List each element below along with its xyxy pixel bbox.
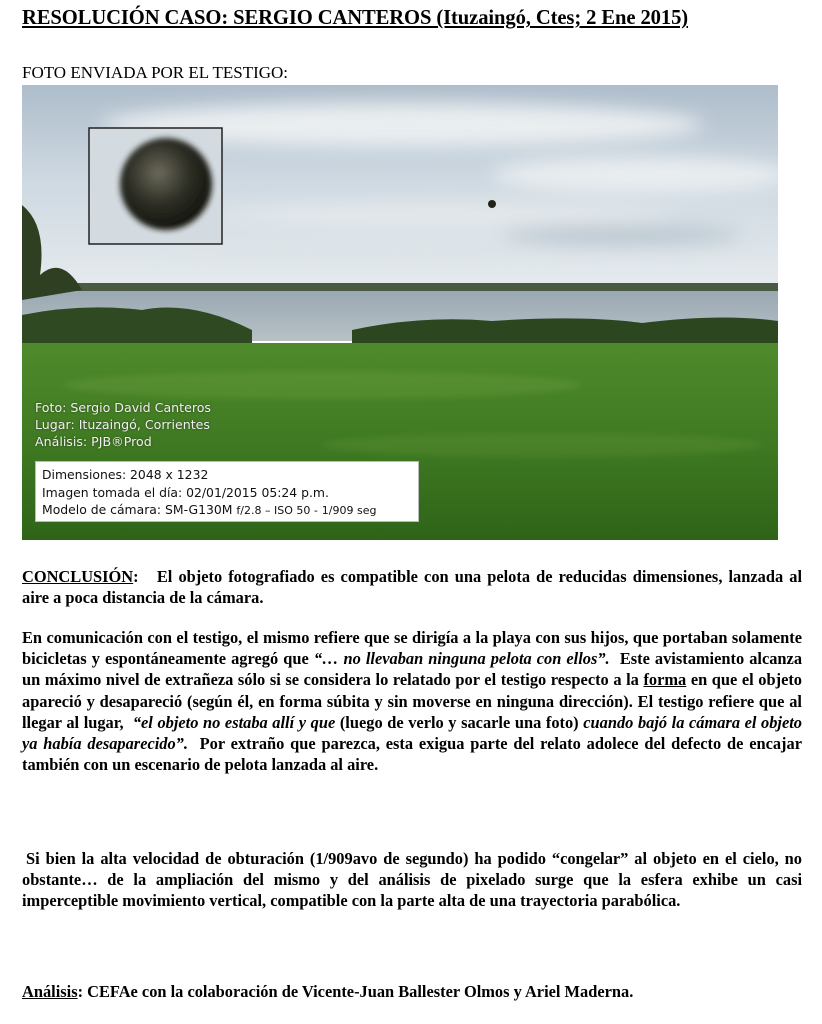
conclusion-colon: : [133,567,139,586]
witness-text-c: Este avistamiento alcanza un máximo nivel de extrañeza sólo si se considera lo relatado por el testigo respecto a la [22,649,803,690]
analysis-text: CEFAe con la colaboración de Vicente-Juan Ballester Olmos y Ariel Maderna. [87,982,634,1001]
exif-aperture-iso: f/2.8 – ISO 50 - [236,504,318,517]
photo-label: FOTO ENVIADA POR EL TESTIGO: [22,63,289,82]
credit-location: Lugar: Ituzaingó, Corrientes [35,417,210,432]
credit-photographer: Foto: Sergio David Canteros [35,400,211,415]
exif-camera-model: Modelo de cámara: SM-G130M [42,502,233,517]
exif-dimensions: Dimensiones: 2048 x 1232 [42,467,209,482]
conclusion-text: El objeto fotografiado es compatible con una pelota de reducidas dimensiones, lanzada al aire a poca distancia de la cámara. [22,567,802,608]
witness-text-i: Por extraño que parezca, esta exigua parte del relato adolece del defecto de encajar también con un escenario de pelota lanzada al aire. [22,734,802,775]
exif-date: Imagen tomada el día: 02/01/2015 05:24 p.m. [42,484,329,500]
photo-credits [35,399,211,450]
witness-text-g: (luego de verlo y sacarle una foto) [339,712,579,732]
witness-photo [22,85,778,540]
analysis-label: Análisis [22,982,78,1001]
document-title: RESOLUCIÓN CASO: SERGIO CANTEROS (Ituzaingó, Ctes; 2 Ene 2015) [22,7,689,29]
exif-camera [42,501,412,520]
witness-paragraph [22,627,802,775]
witness-quote-object: “el objeto no estaba allí y que [132,712,336,732]
witness-text-form: forma [643,670,687,690]
conclusion-label: CONCLUSIÓN [22,567,134,586]
shutter-paragraph: Si bien la alta velocidad de obturación (1/909avo de segundo) ha podido “congelar” al objeto en el cielo, no obstante… de la ampliación del mismo y del análisis de pixelado surge que la esfera exhibe un casi imperceptible movimiento vertical, compatible con la parte alta de una trayectoria parabólica. [22,849,802,911]
witness-text-a: En comunicación con el testigo, el mismo refiere que se dirigía a la playa con sus hijos, que portaban solamente bicicletas y espontáneamente agregó que [22,628,802,669]
exif-box [35,461,419,522]
witness-text-e: en que el objeto apareció y desapareció (según él, en forma súbita y sin moverse en ninguna dirección). El testigo refiere que al llegar al lugar, [22,670,802,732]
analysis-colon: : [77,982,84,1001]
witness-quote-ball: “… no llevaban ninguna pelota con ellos”. [313,649,610,669]
conclusion-paragraph [22,566,802,608]
exif-shutter: 1/909 seg [321,504,377,517]
credit-analysis: Análisis: PJB®Prod [35,434,152,449]
witness-quote-camera: cuando bajó la cámara el objeto ya había desaparecido”. [22,712,802,754]
analysis-credits [22,981,802,1002]
